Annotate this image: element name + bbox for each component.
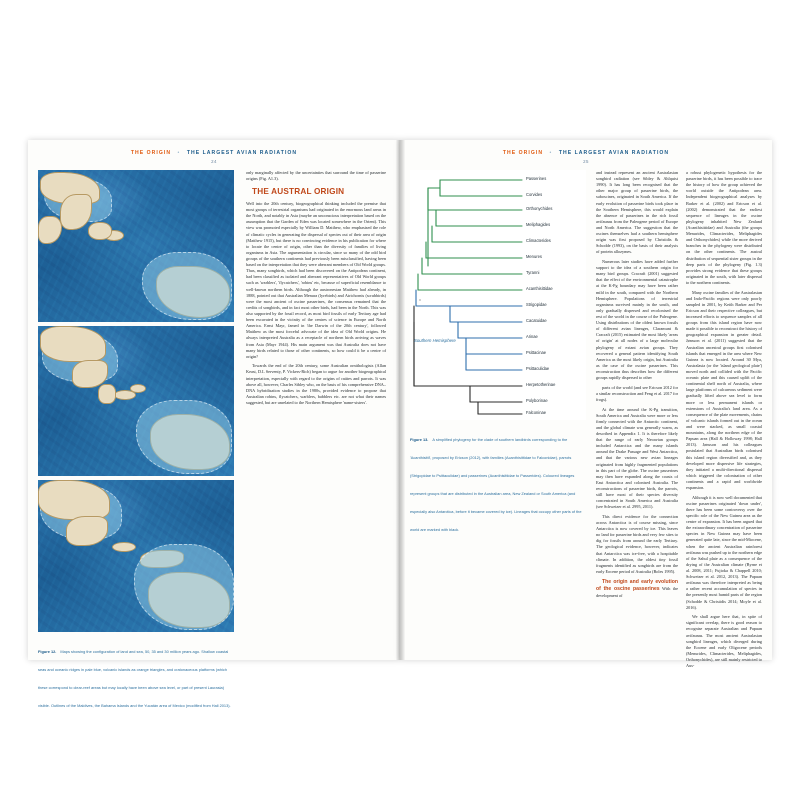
taxon-label-corvides: Corvides (526, 192, 543, 197)
figure-13-label: Figure 13. (410, 437, 429, 442)
mid-subhead-paragraph (596, 579, 678, 600)
mid-paragraph-2: Numerous later studies have added further support to the idea of a southern origin for many bird groups. Cracraft (2001) suggested that the effect of the environmental catastrophe at the K-Pg boundary may have been rather mild in the south, compared with the Northern Hemisphere. Populations of terrestrial organisms survived mainly in the south, and only gradually dispersed and recolonised the rest of the world in the course of the Paleogene. Using distributions of the oldest known fossils of different avian lineages, Claramunt & Cracraft (2015) estimated the most likely 'areas of origin' at all nodes of a large molecular phylogeny of extant avian groups. They recovered a general pattern identifying South America as the most likely origin, but Australia as the case of the oscine passerines. This reconstruction thus describes how the different groups rapidly dispersed to other (596, 259, 678, 381)
section-heading-austral-origin: THE AUSTRAL ORIGIN (252, 186, 345, 196)
figure-13-caption (410, 428, 586, 536)
book-gutter (396, 140, 405, 660)
running-head-sep: • (549, 150, 553, 156)
figure-12-text: Maps showing the configuration of land and sea, 50, 35 and 30 million years ago. Shallow coastal seas and oceanic ridges in pale blue, volcanic islands as orange triangles, and cratonaceous platforms (which these correspond to clear-reef areas but may locally have been above sea level, or part of present Laurasia) visible. Outlines of the Maldives, the Bahama Islands and the Yucatán area of Mexico (modified from Hall 2013). (38, 649, 231, 708)
landmass-island-arc-2 (130, 384, 146, 393)
map-35mya (38, 326, 234, 476)
running-head-right-org: THE ORIGIN (502, 150, 544, 156)
running-head-left-title: THE LARGEST AVIAN RADIATION (186, 150, 298, 156)
taxon-label-herpetotherinae: Herpetotherinae (526, 382, 556, 387)
taxon-label-arinae: Arinae (526, 334, 538, 339)
cladogram-svg (410, 170, 586, 420)
running-head-right (400, 150, 772, 156)
right-column-right (686, 170, 762, 673)
right-paragraph-4: We shall argue here that, in spite of significant overlap, there is good reason to recognise separate Australian and Papuan avifaunas. The most ancient Australasian songbird lineages, which diverged during the Eocene and early Oligocene periods (Menurides, Climacterides, Meliphagides, Orthonychides), are still mainly restricted to Aus- (686, 614, 762, 669)
taxon-label-meliphagides: Meliphagides (526, 222, 551, 227)
landmass-asia (40, 326, 106, 362)
right-page (400, 140, 772, 669)
taxon-label-falconinae: Falconinae (526, 410, 547, 415)
paragraph-1: Well into the 20th century, biogeographical thinking included the premise that most groups of terrestrial organisms had originated in the enormous land areas in the North, and notably in Asia (maybe an unconscious interpretation based on the assumption that the Garden of Eden was located somewhere in the Orient). This view was promoted especially by William D. Matthew, who emphasised the role of climatic cycles in generating the dispersal of species out of their area of origin (Matthew 1915), but there is no convincing evidence in his publication for where to locate the centre of origin, other than the diversity of families of living organisms in Asia. The argumentation is circular, since so many of the odd bird groups of the southern continents had previously been misclassified, having been based on the interpretation that they were aberrant members of Old World groups. Thus, many songbirds, which had been discovered on the Antipodean continent, had been classified as isolated and aberrant representatives of Old World groups such as 'warblers', 'flycatchers', 'robins' etc, because of superficial resemblance to well-known northern birds. Although the austronesian Matthew had already, in 1888, pointed out that Australian Menura (lyrebirds) and Atrichornis (scrubbirds) were the most ancient of oscine passerines, the consensus remained that the credits of songbirds, and in fact most other birds, had been in the North. This was also supported by the fossil record, as most bird fossils of early Tertiary age had been excavated in the vicinity of the centres of science in Europe and North America. Ernst Mayr, famed in 'the Darwin of the 20th century', followed Matthew as the most forceful advocate of the idea of Old World origins. He always interpreted Australia as a receptacle of northern birds arriving as waves from Asia (Mayr 1944). His main argument was that Australia does not have many birds related to those of other continents, so how could it be a centre of origin? (246, 201, 386, 359)
taxon-label-polyborinae: Polyborinae (526, 398, 548, 403)
taxon-label-psittaculidae: Psittaculidae (526, 366, 550, 371)
running-head-left-org: THE ORIGIN (130, 150, 172, 156)
running-head-sep: • (177, 150, 181, 156)
right-paragraph-3: Although it is now well documented that oscine passerines originated 'down under', there has been some controversy over the specific role of the New Guinea area as the centre of expansion. It has been argued that the extraordinary concentration of passerine species in New Guinea may have been generated quite late, since the mid-Miocene, when the ancient Australian rainforest avifauna was pushed up to the northern edge of the Sahul plate as a consequence of the drying of the Australian climate (Byrne et al. 2008, 2011; Fujioka & Chappell 2010; Schweizer et al. 2012, 2013). The Papuan avifauna was therefore interpreted as being a rather recent accumulation of species in the presently most humid parts of the region (Schodde & Christidis 2014; Moyle et al. 2016). (686, 494, 762, 610)
taxon-label-acanthisittidae: Acanthisittidae (526, 286, 553, 291)
mid-paragraph-4: At the time around the K-Pg transition, South America and Australia were more or less firmly connected with the Antarctic continent, and the global climate was generally warm, as described in Appendix 1. It is therefore likely that the range of early Neoavian groups included Antarctica and the many islands around the Drake Passage and West Antarctica, and that the various new avian lineages originated from highly fragmented populations in this part of the globe. The oscine passerines may then have expanded along the coasts of East Antarctica and colonised Australia. The reconstructions of passerine birds, the parrots, still have most of their species diversity concentrated in South America and Australia (see Schweizer et al. 2995, 2011). (596, 406, 678, 510)
folio-right: 25 (583, 159, 589, 164)
taxon-label-passerines: Passerines (526, 176, 547, 181)
taxon-label-climacterides: Climacterides (526, 238, 551, 243)
figure-12-label: Figure 12. (38, 649, 57, 654)
subheading-oscine-origin: The origin and early evolution of the oscine passerines (596, 578, 678, 592)
map-30mya (38, 480, 234, 632)
taxon-label-strigopidae: Strigopidae (526, 302, 547, 307)
landmass-island-arc (112, 542, 136, 552)
figure-12-caption (38, 640, 234, 712)
landmass-sulawesi (98, 384, 116, 404)
subheading-tail: With the development of (596, 585, 678, 599)
mid-paragraph-5: This direct evidence for the connection across Antarctica is of course missing, since Antarctica is now covered by ice. This leaves no land for passerine birds and very few sites to dig for fossils from around the early Tertiary. The geological evidence, however, indicates that Antarctica was ice-free, with a hospitable climate. In addition, the oldest tiny fossil fragments identified as songbirds are from the early Eocene period of Australia (Boles 1995). (596, 513, 678, 574)
mid-paragraph-3: parts of the world (and see Ericson 2012 for a similar reconstruction and Feng et al. 2017 for frogs). (596, 384, 678, 402)
taxon-label-menures: Menures (526, 254, 542, 259)
left-page (28, 140, 400, 708)
right-paragraph-2: Many oscine families of the Australasian and Indo-Pacific regions were only poorly sampled in 2001, by Keith Barker and Per Ericson and their respective colleagues, but increased efforts to sequence samples of all groups from this island region have now made it possible to reconstruct the history of geographical expansion in greater detail. Jønsson et al. (2011) suggested that the Australian ancestral groups first colonised islands that emerged in the area where New Guinea is now located. Around 30 Mya, Australasia (or the 'island geological plate') moved north and collided with the Pacific oceanic plate and this caused uplift of the continental shelf north of Australia, where large platforms of calcareous sediment were gradually lifted above sea level to form more or less permanent islands or extensions of Australia's land area. As a consequence of the plate movements, chains of volcanic islands formed out in the ocean and were stacked, as small coastal mountains, along the northern edge of the Papuan area (Hall & Holloway 1998; Hall 2013). Jønsson and his colleagues postulated that Australian birds colonised this island region diversified and, as they developed more dispersive life strategies, they initiated a multi-directional dispersal which triggered the colonisation of other continents and a rapid and worldwide expansion. (686, 289, 762, 491)
figure-13-cladogram (410, 170, 586, 420)
taxon-label-cacatuidae: Cacatuidae (526, 318, 547, 323)
landmass-asia (38, 480, 110, 520)
lead-paragraph: only marginally affected by the uncertainties that surround the time of passerine origins (Fig. A1.3). (246, 170, 386, 182)
taxon-label-tyranni: Tyranni (526, 270, 540, 275)
paragraph-2: Towards the end of the 20th century, some Australian ornithologists (Allan Keast, D.L Serventy, P. Vickers-Rich) began to argue for another biogeographical interpretation, especially with regard to the origins of ratites and parrots. It was above all, however, Charles Sibley who, on the basis of his comprehensive DNA–DNA hybridisation studies in the 1980s, provided evidence to propose that Australian robins, flycatchers, warblers, babblers etc. are not what their names suggested, but are unrelated to the Northern Hemisphere 'name-sisters'. (246, 363, 386, 406)
taxon-label-psittacinae: Psittacinae (526, 350, 547, 355)
figure-12-maps (38, 170, 234, 636)
folio-left: 24 (211, 159, 217, 164)
mid-paragraph-1: and instead represent an ancient Australasian songbird radiation (see Sibley & Ahlquist 1990). It has long been recognised that the other major group of passerine birds, the suboscines, originated in South America. If the early evolution of passerine birds took place in the Southern Hemisphere, this would explain the absence of passerines in the rich fossil avifaunas from the Paleogene period of Europe and North America. The suggestion that the oscines themselves had a southern hemisphere origin was first proposed by Christidis & Schodde (1993), on the basis of their analysis of protein allozymes. (596, 170, 678, 255)
landmass-borneo (88, 222, 112, 240)
left-body-text (246, 170, 386, 410)
running-head-right-title: THE LARGEST AVIAN RADIATION (558, 150, 670, 156)
running-head-left (28, 150, 400, 156)
figure-13-text: A simplified phylogeny for the clade of southern landbirds corresponding to the 'Acanthisitti', proposed by Ericson (2012), with families (Acanthisittidae to Falconidae), parrots (Strigopidae to Psittaculidae) and passerines (Acanthisittidae to Passerides). Coloured lineages represent groups that are distributed in the Australian area, New Zealand or South America (and especially also Antarctica, before it became covered by ice). Lineages that occupy other parts of the world are marked with black. (410, 437, 582, 532)
right-column-middle (596, 170, 678, 603)
taxon-label-orthonychides: Orthonychides (526, 206, 553, 211)
right-paragraph-1: a robust phylogenetic hypothesis for the passerine birds, it has been possible to trace the history of how the group achieved the world outside the Antipodean area. Independent biogeographical analyses by Barker et al. (2002) and Ericson et al. (2002) demonstrated that the earliest sequence of lineages in the oscine phylogeny inhabited New Zealand (Acanthisittidae) and Australia (the groups Menurides, Climacterides, Meliphagides and Orthonychides) while the more derived branches in the phylogeny were distributed on the other continents. The austral distribution of sequential sister groups in the deep parts of the phylogeny (Fig. 1.3) provides strong evidence that these groups originated in the south, with later dispersal to the northern continents. (686, 170, 762, 285)
map-50mya (38, 170, 234, 322)
cladogram-hemisphere-label: Southern Hemisphere (414, 338, 456, 343)
